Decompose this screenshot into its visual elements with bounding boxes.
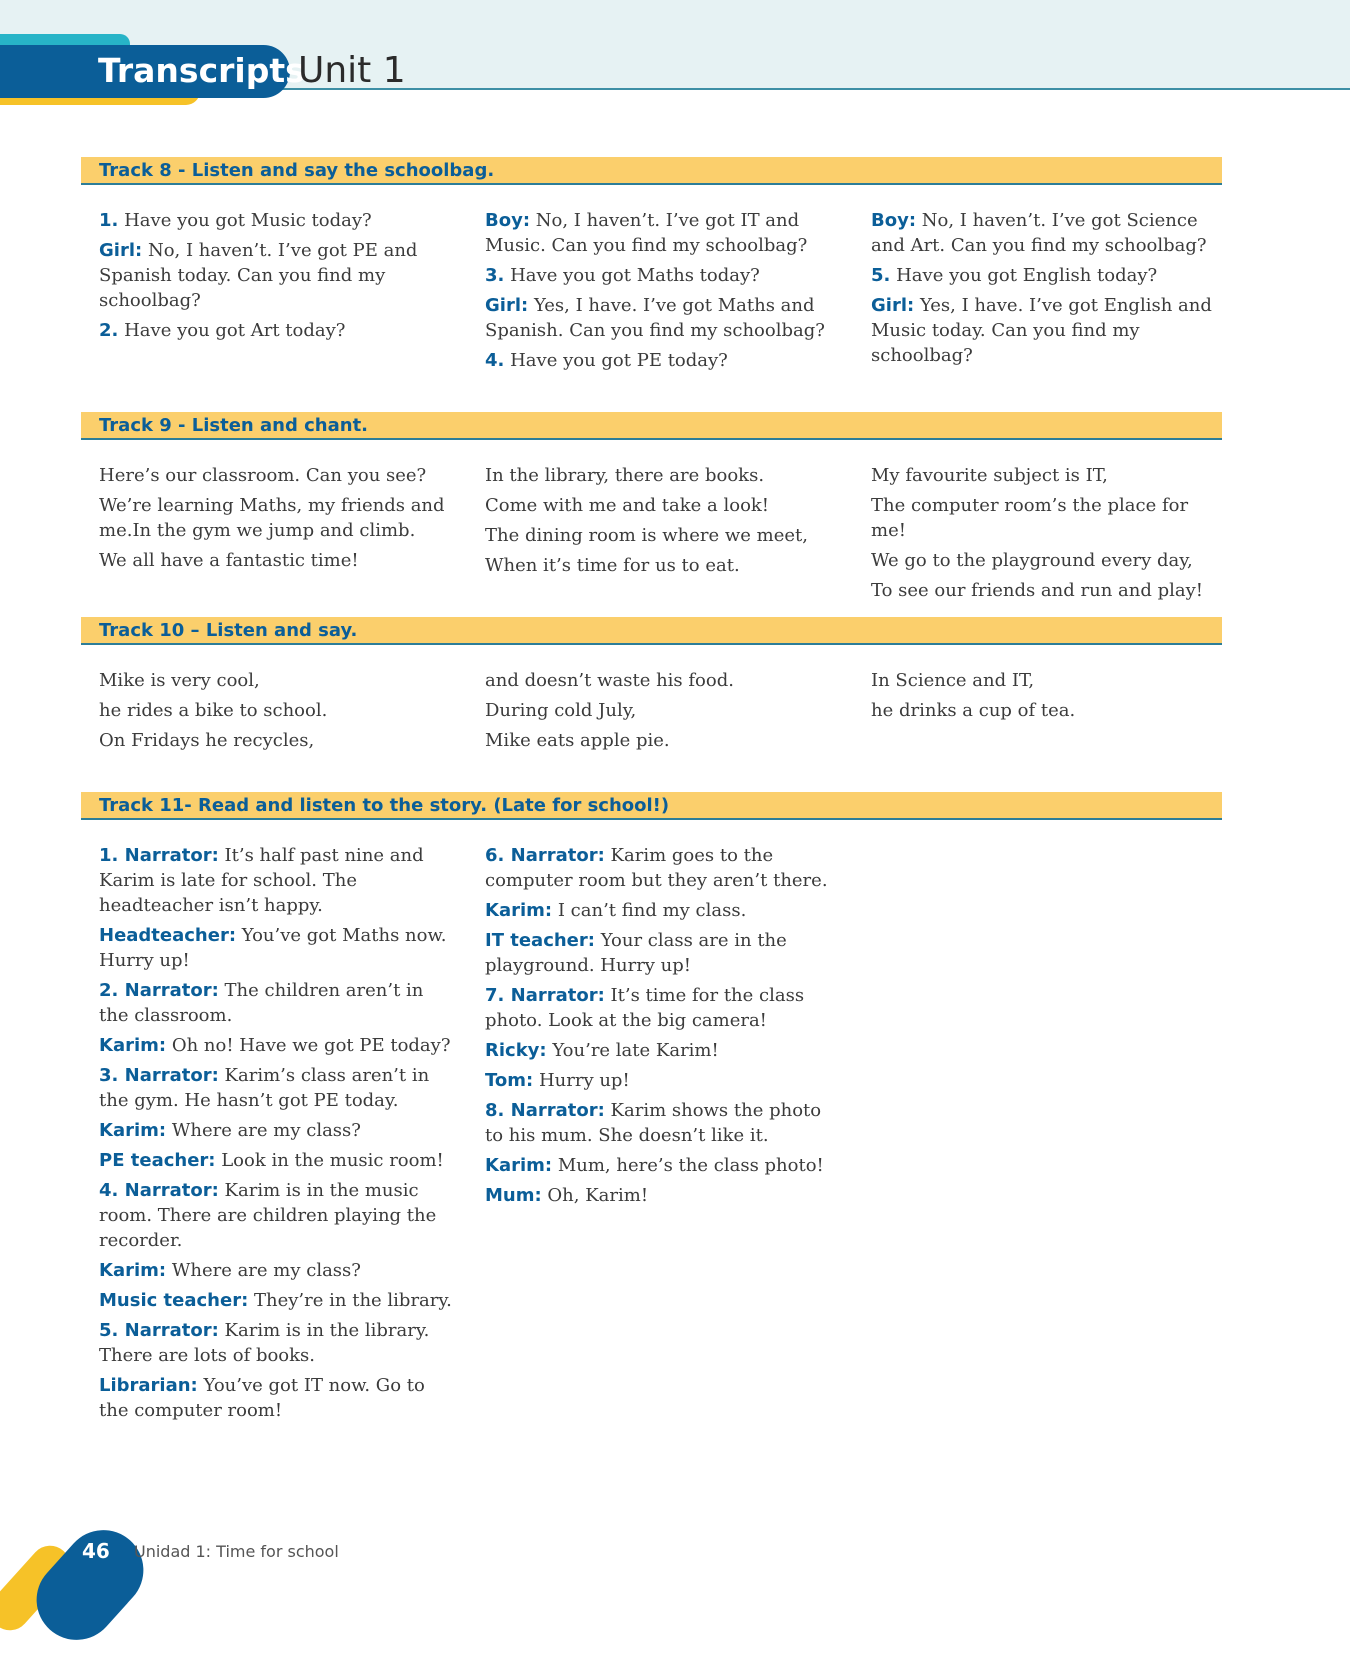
transcript-line: [99, 1148, 454, 1173]
transcript-line: [485, 1068, 840, 1093]
transcript-line: [99, 1373, 454, 1423]
transcript-line: [99, 1318, 454, 1368]
transcript-line: [871, 493, 1226, 543]
speaker-label: 6. Narrator:: [485, 845, 605, 866]
line-text: To see our friends and run and play!: [871, 580, 1203, 601]
speaker-label: Boy:: [871, 210, 917, 231]
line-text: Oh no! Have we got PE today?: [171, 1035, 451, 1056]
speaker-label: 1.: [99, 210, 119, 231]
transcript-line: [871, 698, 1226, 723]
transcript-line: [99, 728, 454, 753]
speaker-label: Tom:: [485, 1070, 534, 1091]
speaker-label: 5.: [871, 265, 891, 286]
speaker-label: Karim:: [99, 1260, 167, 1281]
speaker-label: 4. Narrator:: [99, 1180, 219, 1201]
transcript-column: [485, 843, 840, 1213]
unit-title: Unit 1: [298, 50, 406, 91]
line-text: Mum, here’s the class photo!: [557, 1155, 824, 1176]
line-text: Karim shows the photo to his mum. She doesn’t like it.: [485, 1100, 822, 1146]
track-header: [81, 617, 1222, 645]
transcript-line: [871, 668, 1226, 693]
speaker-label: Headteacher:: [99, 925, 237, 946]
transcript-column: [99, 208, 454, 348]
line-text: We’re learning Maths, my friends and me.In the gym we jump and climb.: [99, 495, 445, 541]
line-text: On Fridays he recycles,: [99, 730, 315, 751]
line-text: During cold July,: [485, 700, 637, 721]
transcript-line: [485, 928, 840, 978]
line-text: The computer room’s the place for me!: [871, 495, 1189, 541]
speaker-label: 4.: [485, 350, 505, 371]
line-text: The dining room is where we meet,: [485, 525, 808, 546]
speaker-label: 2. Narrator:: [99, 980, 219, 1001]
line-text: We go to the playground every day,: [871, 550, 1193, 571]
line-text: Oh, Karim!: [547, 1185, 649, 1206]
line-text: Karim is in the library. There are lots of books.: [99, 1320, 430, 1366]
transcript-column: [871, 463, 1226, 608]
speaker-label: Girl:: [99, 240, 143, 261]
transcript-line: [485, 553, 840, 578]
transcript-line: [871, 293, 1226, 368]
line-text: Yes, I have. I’ve got English and Music today. Can you find my schoolbag?: [871, 295, 1212, 366]
speaker-label: Girl:: [485, 295, 529, 316]
transcript-column: [871, 208, 1226, 373]
speaker-label: 7. Narrator:: [485, 985, 605, 1006]
line-text: It’s half past nine and Karim is late for school. The headteacher isn’t happy.: [99, 845, 424, 916]
transcript-line: [485, 668, 840, 693]
line-text: We all have a fantastic time!: [99, 550, 359, 571]
line-text: They’re in the library.: [254, 1290, 452, 1311]
transcript-line: [485, 493, 840, 518]
speaker-label: IT teacher:: [485, 930, 595, 951]
transcript-column: [485, 208, 840, 378]
line-text: You’ve got Maths now. Hurry up!: [99, 925, 447, 971]
line-text: Mike is very cool,: [99, 670, 260, 691]
line-text: Have you got Art today?: [124, 320, 346, 341]
page-title: Transcripts: [98, 51, 305, 90]
line-text: Where are my class?: [171, 1260, 361, 1281]
speaker-label: Karim:: [99, 1120, 167, 1141]
transcript-line: [485, 728, 840, 753]
speaker-label: 3.: [485, 265, 505, 286]
transcript-line: [485, 293, 840, 343]
transcript-line: [99, 843, 454, 918]
transcript-line: [99, 208, 454, 233]
line-text: Mike eats apple pie.: [485, 730, 670, 751]
transcript-line: [99, 698, 454, 723]
track-header: [81, 157, 1222, 185]
transcript-line: [99, 1033, 454, 1058]
track-header: [81, 412, 1222, 440]
line-text: Here’s our classroom. Can you see?: [99, 465, 427, 486]
line-text: Have you got English today?: [896, 265, 1158, 286]
speaker-label: Ricky:: [485, 1040, 547, 1061]
transcript-line: [99, 978, 454, 1028]
transcript-line: [99, 493, 454, 543]
transcript-column: [99, 463, 454, 578]
speaker-label: 2.: [99, 320, 119, 341]
track-title: Track 9 - Listen and chant.: [99, 415, 369, 436]
transcript-line: [99, 1118, 454, 1143]
transcript-line: [485, 463, 840, 488]
transcript-line: [485, 843, 840, 893]
speaker-label: Music teacher:: [99, 1290, 249, 1311]
line-text: When it’s time for us to eat.: [485, 555, 740, 576]
line-text: Karim goes to the computer room but they aren’t there.: [485, 845, 828, 891]
transcript-line: [99, 463, 454, 488]
line-text: Have you got Music today?: [124, 210, 372, 231]
transcript-line: [871, 548, 1226, 573]
transcript-line: [485, 1153, 840, 1178]
transcript-column: [871, 668, 1226, 728]
speaker-label: Boy:: [485, 210, 531, 231]
line-text: he rides a bike to school.: [99, 700, 328, 721]
line-text: he drinks a cup of tea.: [871, 700, 1076, 721]
line-text: The children aren’t in the classroom.: [99, 980, 424, 1026]
speaker-label: Karim:: [485, 1155, 553, 1176]
speaker-label: Karim:: [99, 1035, 167, 1056]
line-text: Hurry up!: [538, 1070, 630, 1091]
transcript-column: [99, 668, 454, 758]
line-text: In Science and IT,: [871, 670, 1035, 691]
transcript-line: [871, 263, 1226, 288]
line-text: You’re late Karim!: [552, 1040, 719, 1061]
speaker-label: Librarian:: [99, 1375, 198, 1396]
page-number: 46: [82, 1539, 110, 1563]
line-text: No, I haven’t. I’ve got IT and Music. Can you find my schoolbag?: [485, 210, 808, 256]
track-header: [81, 792, 1222, 820]
speaker-label: PE teacher:: [99, 1150, 216, 1171]
speaker-label: 1. Narrator:: [99, 845, 219, 866]
speaker-label: Karim:: [485, 900, 553, 921]
transcript-line: [485, 208, 840, 258]
transcript-line: [485, 983, 840, 1033]
transcript-line: [485, 698, 840, 723]
line-text: Yes, I have. I’ve got Maths and Spanish. Can you find my schoolbag?: [485, 295, 825, 341]
line-text: Your class are in the playground. Hurry up!: [485, 930, 787, 976]
line-text: Have you got PE today?: [510, 350, 728, 371]
transcript-line: [485, 1183, 840, 1208]
line-text: My favourite subject is IT,: [871, 465, 1108, 486]
transcript-line: [485, 898, 840, 923]
line-text: In the library, there are books.: [485, 465, 765, 486]
transcript-line: [99, 1063, 454, 1113]
line-text: Karim is in the music room. There are children playing the recorder.: [99, 1180, 437, 1251]
line-text: Have you got Maths today?: [510, 265, 760, 286]
footer-accent-blue: [20, 1514, 160, 1656]
transcript-line: [485, 523, 840, 548]
speaker-label: Mum:: [485, 1185, 542, 1206]
transcript-line: [485, 1038, 840, 1063]
line-text: I can’t find my class.: [557, 900, 747, 921]
transcript-line: [99, 1178, 454, 1253]
transcript-line: [871, 208, 1226, 258]
transcript-line: [99, 238, 454, 313]
transcript-line: [99, 1258, 454, 1283]
track-title: Track 11- Read and listen to the story. (Late for school!): [99, 795, 670, 816]
transcript-line: [485, 1098, 840, 1148]
transcript-line: [99, 923, 454, 973]
line-text: No, I haven’t. I’ve got PE and Spanish today. Can you find my schoolbag?: [99, 240, 418, 311]
speaker-label: Girl:: [871, 295, 915, 316]
transcript-line: [99, 318, 454, 343]
header-rule: [280, 88, 1350, 90]
line-text: You’ve got IT now. Go to the computer room!: [99, 1375, 425, 1421]
line-text: It’s time for the class photo. Look at the big camera!: [485, 985, 805, 1031]
line-text: Karim’s class aren’t in the gym. He hasn’t got PE today.: [99, 1065, 430, 1111]
track-title: Track 8 - Listen and say the schoolbag.: [99, 160, 495, 181]
transcript-line: [485, 348, 840, 373]
speaker-label: 8. Narrator:: [485, 1100, 605, 1121]
speaker-label: 5. Narrator:: [99, 1320, 219, 1341]
speaker-label: 3. Narrator:: [99, 1065, 219, 1086]
transcript-column: [99, 843, 454, 1428]
transcript-line: [99, 668, 454, 693]
transcript-line: [99, 548, 454, 573]
line-text: and doesn’t waste his food.: [485, 670, 734, 691]
line-text: Come with me and take a look!: [485, 495, 770, 516]
transcript-line: [99, 1288, 454, 1313]
footer-text: Unidad 1: Time for school: [134, 1542, 339, 1561]
transcript-line: [871, 463, 1226, 488]
transcript-line: [485, 263, 840, 288]
transcript-column: [485, 668, 840, 758]
transcript-column: [485, 463, 840, 583]
line-text: No, I haven’t. I’ve got Science and Art. Can you find my schoolbag?: [871, 210, 1207, 256]
transcript-line: [871, 578, 1226, 603]
line-text: Look in the music room!: [221, 1150, 444, 1171]
line-text: Where are my class?: [171, 1120, 361, 1141]
track-title: Track 10 – Listen and say.: [99, 620, 358, 641]
